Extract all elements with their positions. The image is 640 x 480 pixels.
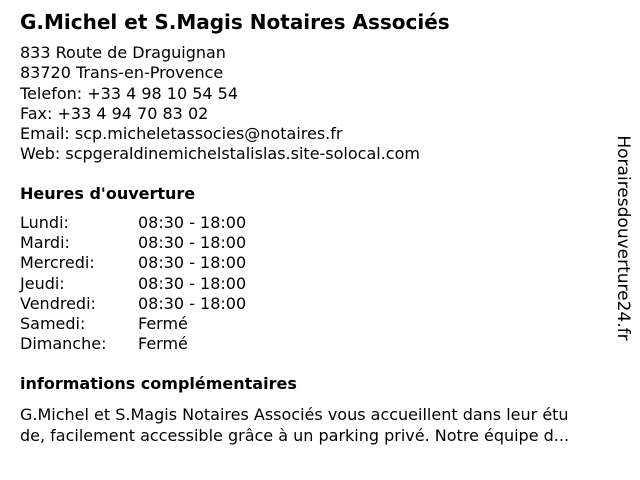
business-name: G.Michel et S.Magis Notaires Associés bbox=[20, 10, 450, 34]
hours-day: Samedi: bbox=[20, 314, 86, 334]
hours-time: 08:30 - 18:00 bbox=[138, 213, 247, 232]
phone-number: Telefon: +33 4 98 10 54 54 bbox=[20, 83, 239, 103]
additional-info-line: G.Michel et S.Magis Notaires Associés vous accueillent dans leur étu bbox=[20, 405, 569, 424]
hours-row bbox=[20, 253, 246, 273]
hours-day: Jeudi: bbox=[20, 273, 65, 293]
contact-block bbox=[20, 43, 420, 165]
hours-row bbox=[20, 274, 246, 294]
hours-time: Fermé bbox=[138, 314, 188, 334]
email-address: Email: scp.micheletassocies@notaires.fr bbox=[20, 124, 343, 144]
hours-time: 08:30 - 18:00 bbox=[138, 233, 247, 253]
hours-day: Mardi: bbox=[20, 233, 70, 253]
hours-time: 08:30 - 18:00 bbox=[138, 273, 247, 293]
city-address: 83720 Trans-en-Provence bbox=[20, 63, 224, 83]
hours-row bbox=[20, 334, 246, 354]
site-watermark: Horairesdouverture24.fr bbox=[613, 135, 633, 341]
hours-day: Dimanche: bbox=[20, 334, 107, 354]
hours-time: 08:30 - 18:00 bbox=[138, 253, 247, 273]
hours-day: Vendredi: bbox=[20, 293, 96, 313]
hours-day: Mercredi: bbox=[20, 253, 95, 273]
additional-info-text bbox=[20, 404, 620, 446]
hours-row bbox=[20, 294, 246, 314]
opening-hours-heading: Heures d'ouverture bbox=[20, 184, 196, 203]
website-address: Web: scpgeraldinemichelstalislas.site-solocal.com bbox=[20, 144, 420, 164]
street-address: 833 Route de Draguignan bbox=[20, 43, 226, 62]
hours-time: Fermé bbox=[138, 334, 188, 354]
additional-info-line: de, facilement accessible grâce à un parking privé. Notre équipe d... bbox=[20, 426, 570, 445]
additional-info-heading: informations complémentaires bbox=[20, 374, 297, 393]
hours-row bbox=[20, 314, 246, 334]
fax-number: Fax: +33 4 94 70 83 02 bbox=[20, 103, 209, 123]
hours-row bbox=[20, 213, 246, 233]
opening-hours-table bbox=[20, 213, 246, 354]
hours-day: Lundi: bbox=[20, 213, 69, 232]
hours-time: 08:30 - 18:00 bbox=[138, 293, 247, 313]
hours-row bbox=[20, 233, 246, 253]
